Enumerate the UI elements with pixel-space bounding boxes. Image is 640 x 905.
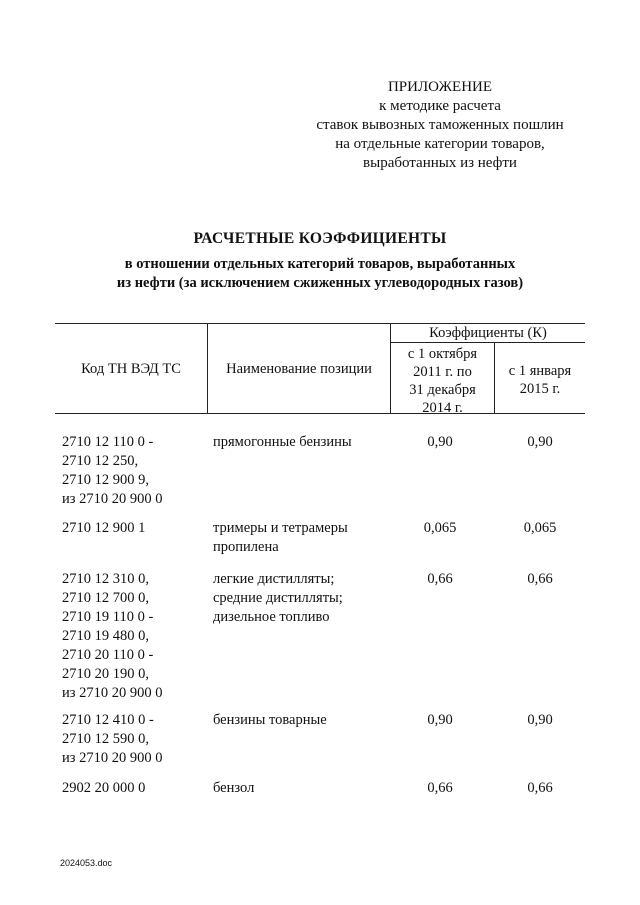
table-row-name xyxy=(213,570,343,627)
code-line: 2710 12 310 0, xyxy=(62,571,149,587)
code-line: 2710 12 590 0, xyxy=(62,731,149,747)
table-row-k2: 0,90 xyxy=(527,712,553,728)
table-row-code xyxy=(62,570,163,703)
appendix-block xyxy=(300,78,580,173)
table-row-k1: 0,90 xyxy=(427,712,453,728)
name-line: пропилена xyxy=(213,539,279,555)
code-line: 2710 12 900 9, xyxy=(62,472,149,488)
code-line: 2710 20 110 0 - xyxy=(62,647,154,663)
name-line: бензины товарные xyxy=(213,712,327,728)
code-line: 2710 12 700 0, xyxy=(62,590,149,606)
header-name: Наименование позиции xyxy=(226,361,372,377)
name-line: тримеры и тетрамеры xyxy=(213,520,348,536)
header-period-1-line: 2014 г. xyxy=(422,400,463,416)
code-line: 2710 20 190 0, xyxy=(62,666,149,682)
header-period-1-line: 31 декабря xyxy=(409,382,476,398)
table-row-k2: 0,90 xyxy=(527,434,553,450)
header-period-1 xyxy=(391,345,494,417)
appendix-line: выработанных из нефти xyxy=(363,155,517,171)
name-line: прямогонные бензины xyxy=(213,434,352,450)
table-row-name xyxy=(213,433,352,452)
code-line: 2902 20 000 0 xyxy=(62,780,146,796)
table-row-name xyxy=(213,779,254,798)
header-bottom-rule xyxy=(55,413,585,414)
header-period-2-line: с 1 января xyxy=(508,363,572,379)
name-line: легкие дистилляты; xyxy=(213,571,335,587)
table-row-name xyxy=(213,711,327,730)
name-line: дизельное топливо xyxy=(213,609,330,625)
code-line: из 2710 20 900 0 xyxy=(62,491,163,507)
table-row-code xyxy=(62,519,145,538)
header-period-1-line: с 1 октября xyxy=(407,346,478,362)
table-row-k1: 0,90 xyxy=(427,434,453,450)
header-period-1-line: 2011 г. по xyxy=(413,364,472,380)
name-line: бензол xyxy=(213,780,255,796)
coefficient-header-rule xyxy=(390,342,585,343)
table-row-k2: 0,66 xyxy=(527,780,553,796)
code-line: из 2710 20 900 0 xyxy=(62,685,163,701)
header-coefficients: Коэффициенты (К) xyxy=(429,325,547,341)
table-row-k1: 0,66 xyxy=(427,780,453,796)
code-line: 2710 12 410 0 - xyxy=(62,712,154,728)
header-period-2 xyxy=(495,362,585,398)
table-row-k1: 0,66 xyxy=(427,571,453,587)
table-row-name xyxy=(213,519,348,557)
appendix-line: ставок вывозных таможенных пошлин xyxy=(316,117,564,133)
subtitle-line-1: в отношении отдельных категорий товаров, выработанных xyxy=(124,256,516,272)
subtitle-line-2: из нефти (за исключением сжиженных углеводородных газов) xyxy=(116,275,524,291)
code-line: 2710 12 110 0 - xyxy=(62,434,154,450)
code-line: 2710 19 110 0 - xyxy=(62,609,154,625)
document-subtitle xyxy=(0,255,640,293)
code-line: 2710 12 900 1 xyxy=(62,520,146,536)
code-line: 2710 12 250, xyxy=(62,453,139,469)
table-row-code xyxy=(62,779,145,798)
table-row-k2: 0,66 xyxy=(527,571,553,587)
header-period-2-line: 2015 г. xyxy=(519,381,561,397)
appendix-line: к методике расчета xyxy=(379,98,501,114)
code-line: из 2710 20 900 0 xyxy=(62,750,163,766)
name-line: средние дистилляты; xyxy=(213,590,343,606)
table-row-code xyxy=(62,433,163,509)
document-title: РАСЧЕТНЫЕ КОЭФФИЦИЕНТЫ xyxy=(193,230,447,247)
table-row-code xyxy=(62,711,163,768)
table-row-k1: 0,065 xyxy=(423,520,457,536)
code-line: 2710 19 480 0, xyxy=(62,628,149,644)
table-row-k2: 0,065 xyxy=(523,520,557,536)
appendix-line: ПРИЛОЖЕНИЕ xyxy=(387,79,493,95)
file-name-footer: 2024053.doc xyxy=(60,858,113,868)
header-code: Код ТН ВЭД ТС xyxy=(81,361,181,377)
appendix-line: на отдельные категории товаров, xyxy=(335,136,545,152)
